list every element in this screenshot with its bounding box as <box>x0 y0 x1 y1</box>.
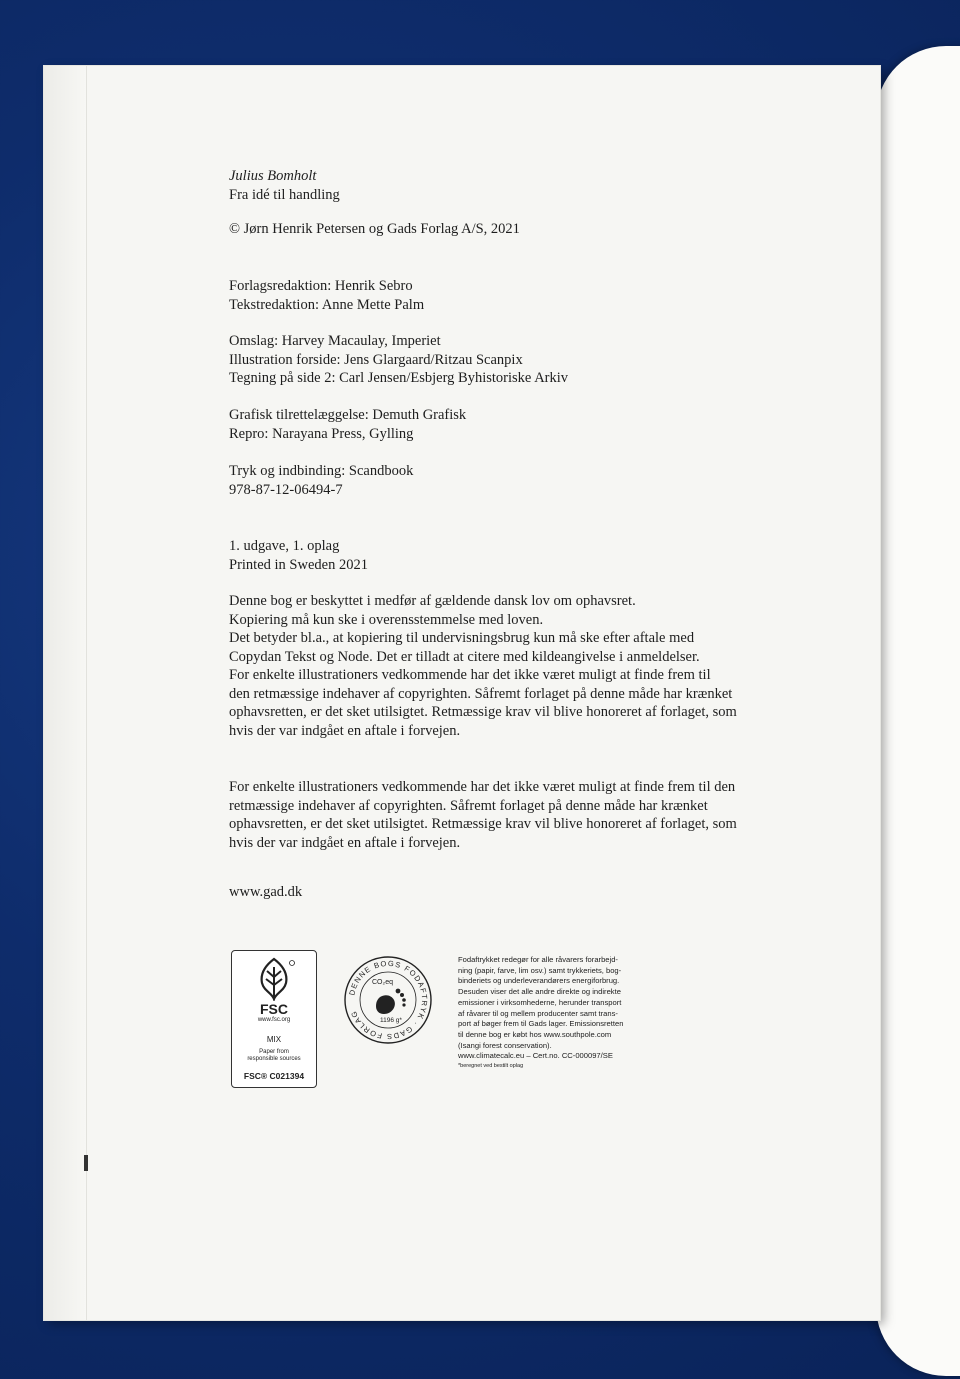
title-block <box>229 167 340 204</box>
website: www.gad.dk <box>229 884 303 900</box>
edition-line: 1. udgave, 1. oplag <box>229 538 340 554</box>
editorial-credits <box>229 277 424 314</box>
note-line: ning (papir, farve, lim osv.) samt trykkeriets, bog- <box>458 965 622 975</box>
note-line: emissioner i virksomhederne, herunder transport <box>458 997 622 1007</box>
credit-line: Repro: Narayana Press, Gylling <box>229 425 414 442</box>
isbn: 978-87-12-06494-7 <box>229 481 343 498</box>
note-line: af råvarer til og mellem producenter samt trans- <box>458 1008 618 1018</box>
note-line: binderiets og underleverandørers energiforbrug. <box>458 976 620 986</box>
note-line: Fodaftrykket redegør for alle råvarers forarbejd- <box>458 955 618 964</box>
notice-line: retmæssige indehaver af copyrighten. Såfremt forlaget på denne måde har krænket <box>229 797 708 814</box>
credit-line: Omslag: Harvey Macaulay, Imperiet <box>229 333 441 349</box>
fsc-mix-label: MIX <box>266 1035 282 1044</box>
legal-line: Det betyder bl.a., at kopiering til undervisningsbrug kun må ske efter aftale med <box>229 630 695 646</box>
fsc-brand: FSC <box>260 1001 288 1017</box>
footprint-icon <box>376 995 395 1014</box>
stamp-co2-label: CO₂eq <box>372 979 394 986</box>
copyright-line <box>229 220 520 239</box>
note-line: til denne bog er købt hos www.southpole.com <box>458 1029 612 1039</box>
toe-icon <box>402 998 406 1002</box>
legal-line: Copydan Tekst og Node. Det er tilladt at citere med kildeangivelse i anmeldelser. <box>229 648 700 665</box>
legal-line: den retmæssige indehaver af copyrighten. Såfremt forlaget på denne måde har krænket <box>229 685 733 702</box>
page-number-mark <box>84 1155 88 1171</box>
fsc-paper-line: responsible sources <box>247 1056 301 1062</box>
fsc-website: www.fsc.org <box>257 1017 291 1023</box>
toe-icon <box>402 1003 405 1006</box>
fsc-paper-line: Paper from <box>259 1049 289 1055</box>
legal-line: Denne bog er beskyttet i medfør af gældende dansk lov om ophavsret. <box>229 593 636 609</box>
stamp-amount: 1196 g* <box>380 1017 402 1024</box>
website-line <box>229 883 302 902</box>
notice-line: For enkelte illustrationers vedkommende har det ikke været muligt at finde frem til den <box>229 779 736 795</box>
author-name: Julius Bomholt <box>229 168 317 184</box>
credit-line: Tekstredaktion: Anne Mette Palm <box>229 296 425 313</box>
credit-line: Illustration forside: Jens Glargaard/Ritzau Scanpix <box>229 351 523 368</box>
notice-line: ophavsretten, er det sket utilsigtet. Retmæssige krav vil blive honoreret af forlaget, som <box>229 816 737 832</box>
fsc-tree-icon <box>250 957 298 1001</box>
note-line: port af bøger frem til Gads lager. Emissionsretten <box>458 1019 624 1029</box>
notice-paragraph <box>229 778 737 852</box>
legal-line: ophavsretten, er det sket utilsigtet. Retmæssige krav vil blive honoreret af forlaget, som <box>229 704 737 720</box>
copyright-text: © Jørn Henrik Petersen og Gads Forlag A/S, 2021 <box>229 221 520 237</box>
credit-line: Grafisk tilrettelæggelse: Demuth Grafisk <box>229 407 467 423</box>
fsc-license-code: FSC® C021394 <box>243 1071 305 1081</box>
legal-line: Kopiering må kun ske i overensstemmelse med loven. <box>229 611 544 628</box>
fsc-paper-label <box>232 1049 316 1063</box>
credit-line: Forlagsredaktion: Henrik Sebro <box>229 278 413 294</box>
note-footnote: *beregnet ved bestilt oplag <box>458 1063 524 1070</box>
note-line: Desuden viser det alle andre direkte og indirekte <box>458 987 621 997</box>
printed-in-line: Printed in Sweden 2021 <box>229 556 368 573</box>
footprint-stamp <box>342 954 434 1046</box>
credit-line: Tegning på side 2: Carl Jensen/Esbjerg Byhistoriske Arkiv <box>229 370 569 386</box>
printing-credits <box>229 462 413 499</box>
note-line: www.climatecalc.eu – Cert.no. CC-000097/SE <box>458 1051 613 1061</box>
legal-line: hvis der var indgået en aftale i forvejen. <box>229 722 461 739</box>
toe-icon <box>400 993 404 997</box>
legal-paragraph <box>229 592 737 740</box>
notice-line: hvis der var indgået en aftale i forvejen. <box>229 834 461 851</box>
stamp-ring-text: DENNE BOGS FODAFTRYK · GADS FORLAG <box>347 958 430 1042</box>
legal-line: For enkelte illustrationers vedkommende har det ikke været muligt at finde frem til <box>229 667 711 683</box>
design-credits <box>229 332 568 388</box>
credit-line: Tryk og indbinding: Scandbook <box>229 463 414 479</box>
production-credits <box>229 406 466 443</box>
fsc-logo <box>231 950 317 1088</box>
footprint-note <box>458 955 668 1070</box>
edition-info <box>229 537 368 574</box>
book-title: Fra idé til handling <box>229 186 340 203</box>
page-gutter <box>44 66 87 1320</box>
note-line: (Isangi forest conservation). <box>458 1040 552 1050</box>
toe-icon <box>396 989 401 994</box>
facing-page <box>876 46 960 1376</box>
